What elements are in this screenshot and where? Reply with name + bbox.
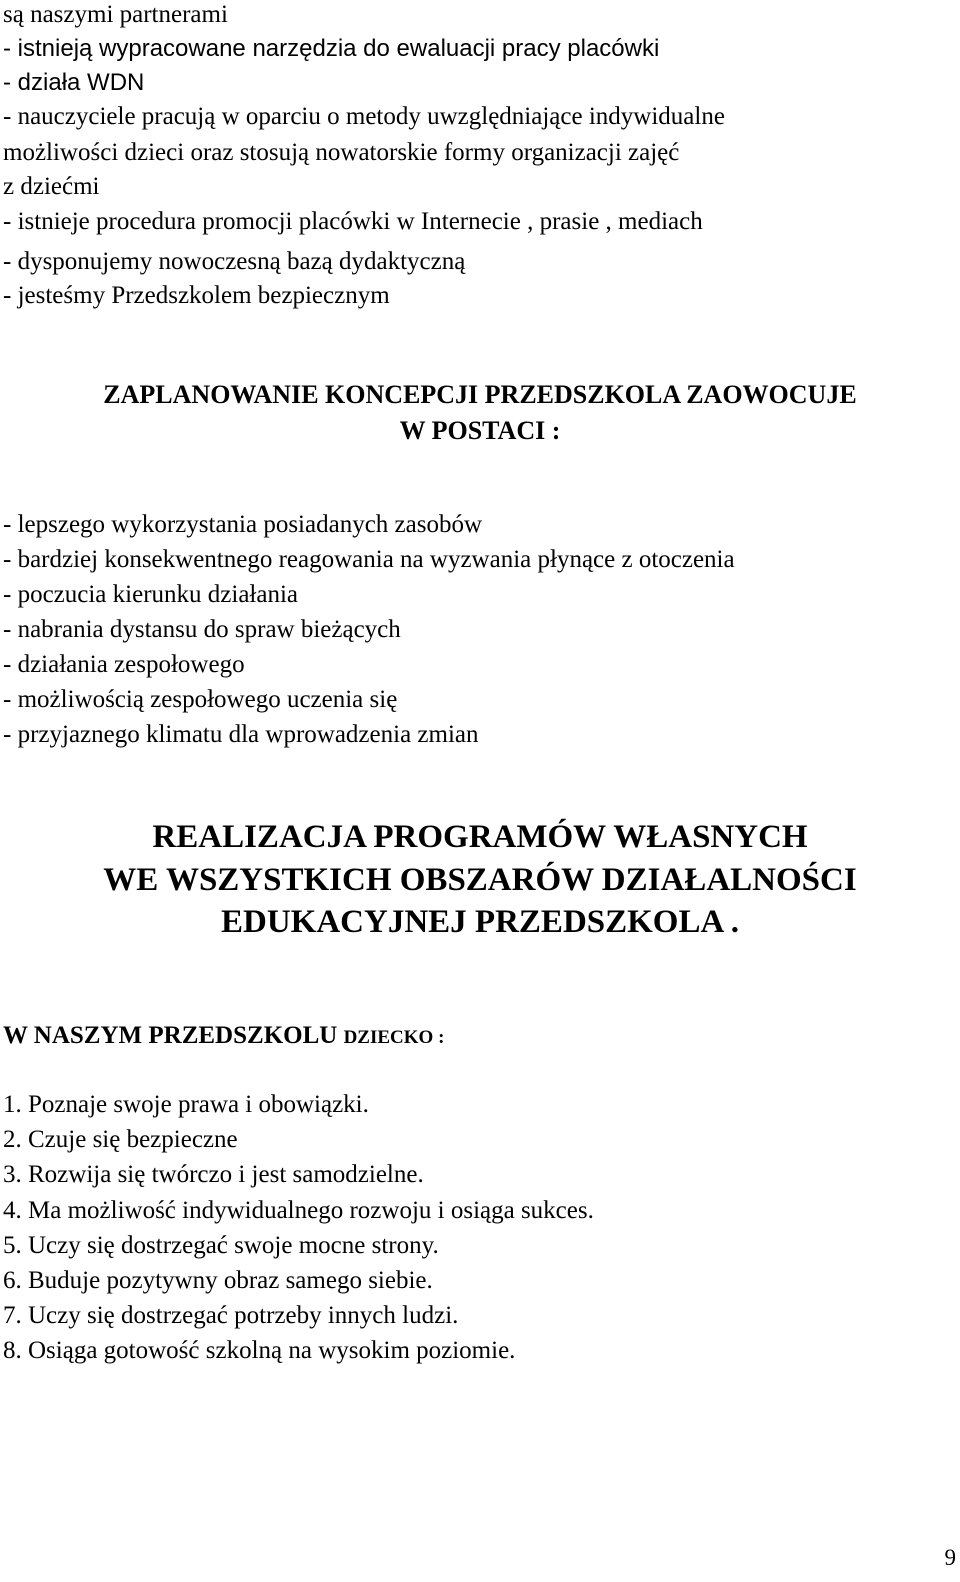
intro-line: - istnieje procedura promocji placówki w Internecie , prasie , mediach: [3, 208, 703, 235]
section-heading-child: [3, 1020, 444, 1054]
plan-item: - nabrania dystansu do spraw bieżących: [3, 616, 401, 643]
intro-line: z dziećmi: [3, 173, 100, 200]
section-heading-plan-line2: W POSTACI :: [399, 416, 561, 445]
plan-item: - bardziej konsekwentnego reagowania na wyzwania płynące z otoczenia: [3, 546, 735, 573]
section-heading-child-main: W NASZYM PRZEDSZKOLU: [3, 1022, 344, 1049]
plan-item: - działania zespołowego: [3, 651, 245, 678]
section-heading-realizacja-line2: WE WSZYSTKICH OBSZARÓW DZIAŁALNOŚCI: [103, 862, 857, 898]
child-item: 5. Uczy się dostrzegać swoje mocne strony.: [3, 1232, 439, 1259]
intro-line: - jesteśmy Przedszkolem bezpiecznym: [3, 282, 390, 309]
intro-line: - nauczyciele pracują w oparciu o metody uwzględniające indywidualne: [3, 103, 725, 130]
section-heading-child-small: DZIECKO :: [343, 1027, 445, 1048]
child-item: 6. Buduje pozytywny obraz samego siebie.: [3, 1267, 433, 1294]
plan-item: - przyjaznego klimatu dla wprowadzenia zmian: [3, 721, 479, 748]
page-number: 9: [944, 1545, 956, 1570]
plan-item: - poczucia kierunku działania: [3, 581, 298, 608]
section-heading-realizacja-line3: EDUKACYJNEJ PRZEDSZKOLA .: [221, 904, 739, 940]
child-item: 3. Rozwija się twórczo i jest samodzielne.: [3, 1161, 424, 1188]
child-item: 8. Osiąga gotowość szkolną na wysokim poziomie.: [3, 1337, 516, 1364]
intro-line: - działa WDN: [3, 69, 145, 96]
plan-item: - możliwością zespołowego uczenia się: [3, 686, 398, 713]
intro-line: są naszymi partnerami: [3, 1, 228, 28]
child-item: 4. Ma możliwość indywidualnego rozwoju i osiąga sukces.: [3, 1197, 594, 1224]
section-heading-realizacja-line1: REALIZACJA PROGRAMÓW WŁASNYCH: [152, 819, 808, 855]
child-item: 1. Poznaje swoje prawa i obowiązki.: [3, 1091, 369, 1118]
intro-line: - dysponujemy nowoczesną bazą dydaktyczną: [3, 248, 466, 275]
child-item: 7. Uczy się dostrzegać potrzeby innych ludzi.: [3, 1302, 459, 1329]
intro-line: możliwości dzieci oraz stosują nowatorskie formy organizacji zajęć: [3, 139, 680, 166]
plan-item: - lepszego wykorzystania posiadanych zasobów: [3, 511, 483, 538]
intro-line: - istnieją wypracowane narzędzia do ewaluacji pracy placówki: [3, 35, 660, 62]
child-item: 2. Czuje się bezpieczne: [3, 1126, 238, 1153]
section-heading-plan-line1: ZAPLANOWANIE KONCEPCJI PRZEDSZKOLA ZAOWOCUJE: [103, 380, 857, 409]
